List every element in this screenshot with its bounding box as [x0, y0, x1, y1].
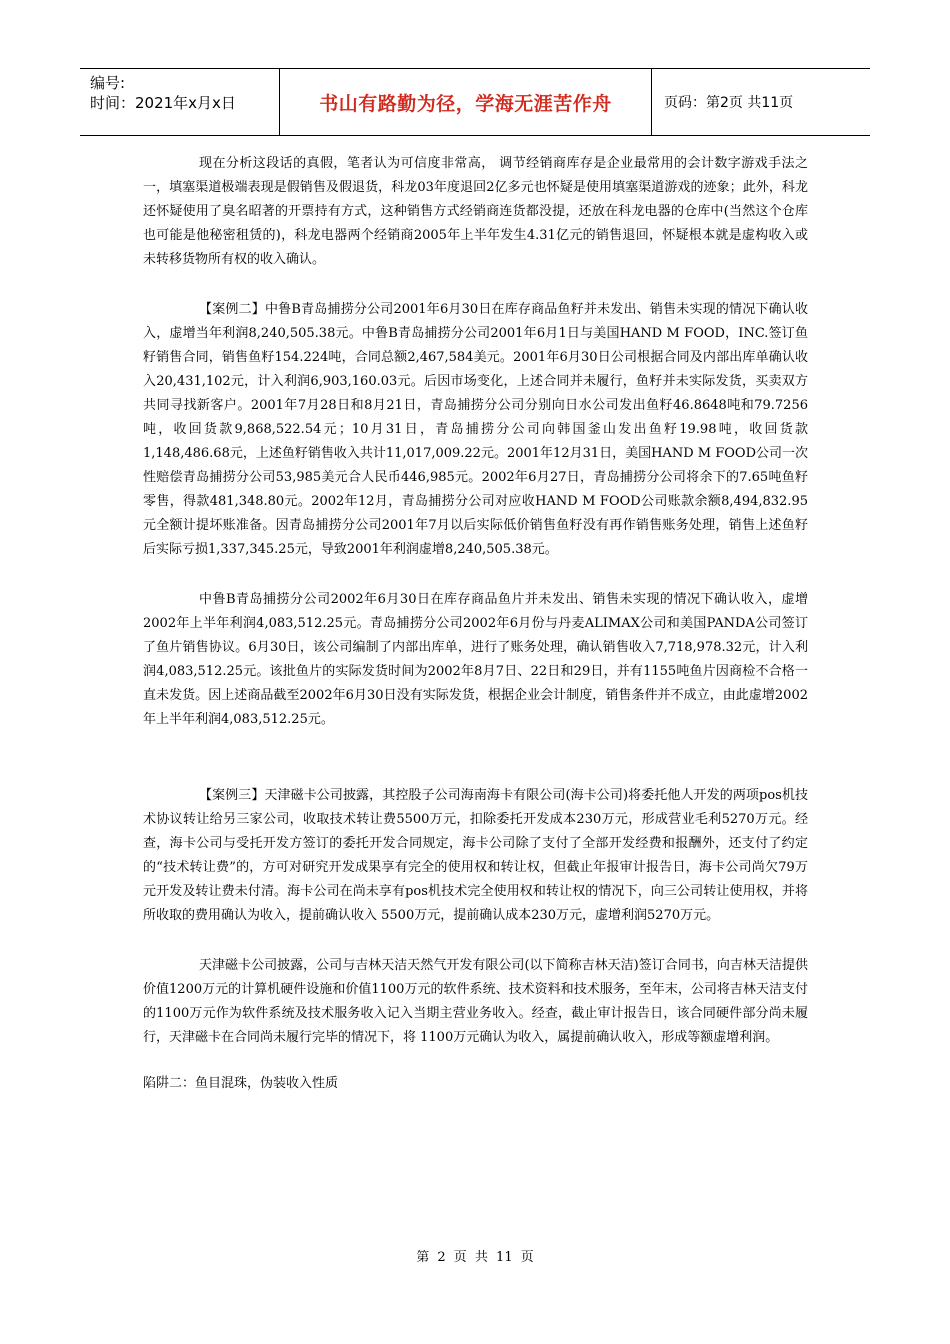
paragraph-case-two-fish-fillet: 中鲁B青岛捕捞分公司2002年6月30日在库存商品鱼片并未发出、销售未实现的情况下确认收入，虚增2002年上半年利润4,083,512.25元。青岛捕捞分公司2002年6月份与丹麦ALIMAX公司和美国PANDA公司签订了鱼片销售协议。6月30日，该公司编制了内部出库单，进行了账务处理，确认销售收入7,718,978.32元，计入利润4,083,512.25元。该批鱼片的实际发货时间为2002年8月7日、22日和29日，并有1155吨鱼片因商检不合格一直未发货。因上述商品截至2002年6月30日没有实际发货，根据企业会计制度，销售条件并不成立，由此虚增2002年上半年利润4,083,512.25元。	[143, 592, 808, 727]
paragraph-case-two: 【案例二】中鲁B青岛捕捞分公司2001年6月30日在库存商品鱼籽并未发出、销售未实现的情况下确认收入，虚增当年利润8,240,505.38元。中鲁B青岛捕捞分公司2001年6月1日与美国HAND M FOOD，INC.签订鱼籽销售合同，销售鱼籽154.224吨，合同总额2,467,584美元。2001年6月30日公司根据合同及内部出库单确认收入20,431,102元，计入利润6,903,160.03元。后因市场变化，上述合同并未履行，鱼籽并未实际发货，买卖双方共同寻找新客户。2001年7月28日和8月21日，青岛捕捞分公司分别向日水公司发出鱼籽46.8648吨和79.7256吨，收回货款9,868,522.54元；10月31日，青岛捕捞分公司向韩国釜山发出鱼籽19.98吨，收回货款1,148,486.68元，上述鱼籽销售收入共计11,017,009.22元。2001年12月31日，美国HAND M FOOD公司一次性赔偿青岛捕捞分公司53,985美元合人民币446,985元。2002年6月27日，青岛捕捞分公司将余下的7.65吨鱼籽零售，得款481,348.80元。2002年12月，青岛捕捞分公司对应收HAND M FOOD公司账款余额8,494,832.95元全额计提坏账准备。因青岛捕捞分公司2001年7月以后实际低价销售鱼籽没有再作销售账务处理，销售上述鱼籽后实际亏损1,337,345.25元，导致2001年利润虚增8,240,505.38元。	[143, 302, 808, 557]
paragraph-analysis: 现在分析这段话的真假，笔者认为可信度非常高， 调节经销商库存是企业最常用的会计数字游戏手法之一，填塞渠道极端表现是假销售及假退货，科龙03年度退回2亿多元也怀疑是使用填塞渠道游戏的迹象；此外，科龙还怀疑使用了臭名昭著的开票持有方式，这种销售方式经销商连货都没提，还放在科龙电器的仓库中(当然这个仓库也可能是他秘密租赁的)，科龙电器两个经销商2005年上半年发生4.31亿元的销售退回，怀疑根本就是虚构收入或未转移货物所有权的收入确认。	[143, 156, 808, 267]
document-date: 时间：2021年x月x日	[90, 94, 236, 112]
header-motto: 书山有路勤为径，学海无涯苦作舟	[280, 69, 652, 135]
document-body	[143, 152, 808, 1096]
paragraph-case-three-jilin: 天津磁卡公司披露，公司与吉林天洁天然气开发有限公司(以下简称吉林天洁)签订合同书，向吉林天洁提供价值1200万元的计算机硬件设施和价值1100万元的软件系统、技术资料和技术服务，至年末，公司将吉林天洁支付的1100万元作为软件系统及技术服务收入记入当期主营业务收入。经查，截止审计报告日，该合同硬件部分尚未履行，天津磁卡在合同尚未履行完毕的情况下，将 1100万元确认为收入，属提前确认收入，形成等额虚增利润。	[143, 958, 808, 1045]
section-heading-trap-two: 陷阱二：鱼目混珠，伪装收入性质	[143, 1076, 339, 1091]
page-header	[80, 68, 870, 136]
page-footer: 第 2 页 共 11 页	[416, 1250, 534, 1265]
header-meta	[80, 69, 280, 135]
paragraph-case-three: 【案例三】天津磁卡公司披露，其控股子公司海南海卡有限公司(海卡公司)将委托他人开发的两项pos机技术协议转让给另三家公司，收取技术转让费5500万元，扣除委托开发成本230万元，形成营业毛利5270万元。经查，海卡公司与受托开发方签订的委托开发合同规定，海卡公司除了支付了全部开发经费和报酬外，还支付了约定的“技术转让费”的，方可对研究开发成果享有完全的使用权和转让权，但截止年报审计报告日，海卡公司尚欠79万元开发及转让费未付清。海卡公司在尚未享有pos机技术完全使用权和转让权的情况下，向三公司转让使用权，并将所收取的费用确认为收入，提前确认收入 5500万元，提前确认成本230万元，虚增利润5270万元。	[143, 788, 808, 923]
header-page-number: 页码：第2页 共11页	[664, 95, 794, 111]
document-number-label: 编号:	[90, 74, 126, 92]
